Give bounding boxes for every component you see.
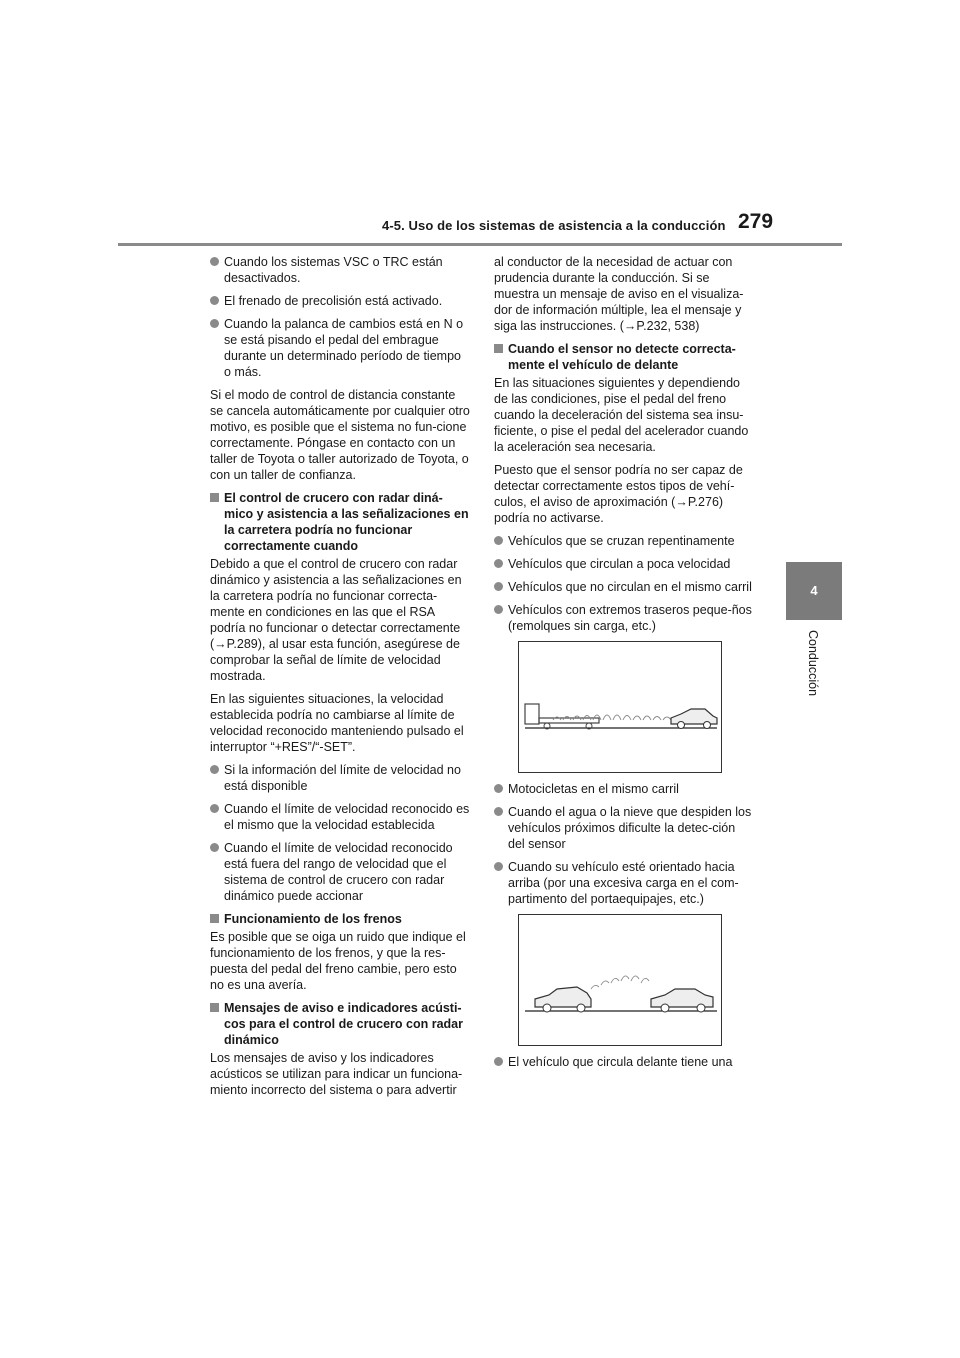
bullet-dot-icon	[494, 559, 503, 568]
bullet-item: Cuando el límite de velocidad reconocido es el mismo que la velocidad establecida	[210, 801, 470, 833]
bullet-item: El frenado de precolisión está activado.	[210, 293, 470, 309]
tilted-car-illustration	[519, 915, 721, 1045]
bullet-dot-icon	[494, 605, 503, 614]
paragraph: al conductor de la necesidad de actuar con prudencia durante la conducción. Si se muestra un mensaje de aviso en el visualiza-dor de información múltiple, lea el mensaje y siga las instrucciones. (→P.232, 538)	[494, 255, 744, 333]
page-number: 279	[738, 210, 774, 233]
bullet-item: Vehículos que circulan a poca velocidad	[494, 556, 752, 572]
paragraph: En las situaciones siguientes y dependiendo de las condiciones, pise el pedal del freno cuando la deceleración del sistema sea insu-ficiente, o pise el pedal del acelerador cuando la aceleración sea necesaria.	[494, 376, 749, 454]
bullet-item: Cuando los sistemas VSC o TRC están desactivados.	[210, 254, 470, 286]
illustration-trailer	[518, 641, 722, 773]
heading-square-icon	[210, 914, 219, 923]
bullet-dot-icon	[210, 843, 219, 852]
bullet-item: Vehículos que se cruzan repentinamente	[494, 533, 752, 549]
section-heading: Funcionamiento de los frenos	[210, 911, 470, 927]
bullet-item: Motocicletas en el mismo carril	[494, 781, 752, 797]
paragraph: Los mensajes de aviso y los indicadores acústicos se utilizan para indicar un funciona-miento incorrecto del sistema o para advertir	[210, 1051, 463, 1097]
chapter-tab: 4	[786, 562, 842, 620]
paragraph: Es posible que se oiga un ruido que indique el funcionamiento de los frenos, y que la res-puesta del pedal del freno cambie, pero esto no es una avería.	[210, 930, 466, 992]
header-rule	[118, 243, 842, 246]
bullet-dot-icon	[210, 319, 219, 328]
bullet-item: Cuando la palanca de cambios está en N o se está pisando el pedal del embrague durante un determinado período de tiempo o más.	[210, 316, 470, 380]
paragraph: Debido a que el control de crucero con radar dinámico y asistencia a las señalizaciones en la carretera podría no funcionar correcta-mente en condiciones en las que el RSA podría no funcionar o detectar correctamente (→P.289), al usar esta función, asegúrese de comprobar la señal de límite de velocidad mostrada.	[210, 557, 462, 683]
bullet-dot-icon	[210, 296, 219, 305]
trailer-car-illustration	[519, 642, 721, 772]
paragraph: Si el modo de control de distancia constante se cancela automáticamente por cualquier otro motivo, es posible que el sistema no fun-cione correctamente. Póngase en contacto con un taller de Toyota o taller autorizado de Toyota, o con un taller de confianza.	[210, 388, 470, 482]
paragraph: En las siguientes situaciones, la velocidad establecida podría no cambiarse al límite de velocidad reconocido manteniendo pulsado el interruptor “+RES”/“-SET”.	[210, 692, 464, 754]
bullet-dot-icon	[494, 862, 503, 871]
section-heading: Mensajes de aviso e indicadores acústi-cos para el control de crucero con radar dinámico	[210, 1000, 470, 1048]
bullet-item: Vehículos con extremos traseros peque-ños (remolques sin carga, etc.)	[494, 602, 752, 634]
bullet-dot-icon	[210, 804, 219, 813]
bullet-item: Vehículos que no circulan en el mismo carril	[494, 579, 752, 595]
right-column	[494, 254, 752, 1077]
bullet-dot-icon	[494, 582, 503, 591]
bullet-dot-icon	[210, 257, 219, 266]
bullet-dot-icon	[494, 784, 503, 793]
illustration-tilted-car	[518, 914, 722, 1046]
bullet-dot-icon	[494, 536, 503, 545]
section-heading: El control de crucero con radar diná-mico y asistencia a las señalizaciones en la carretera podría no funcionar correctamente cuando	[210, 490, 470, 554]
bullet-item: Cuando el agua o la nieve que despiden los vehículos próximos dificulte la detec-ción del sensor	[494, 804, 752, 852]
heading-square-icon	[210, 493, 219, 502]
chapter-label: Conducción	[806, 630, 820, 697]
bullet-dot-icon	[494, 1057, 503, 1066]
section-header: 4-5. Uso de los sistemas de asistencia a la conducción	[382, 218, 726, 233]
heading-square-icon	[210, 1003, 219, 1012]
left-column	[210, 254, 470, 1105]
bullet-item: Si la información del límite de velocidad no está disponible	[210, 762, 470, 794]
section-heading: Cuando el sensor no detecte correcta-mente el vehículo de delante	[494, 341, 752, 373]
bullet-item: Cuando su vehículo esté orientado hacia arriba (por una excesiva carga en el com-partimento del portaequipajes, etc.)	[494, 859, 752, 907]
bullet-dot-icon	[210, 765, 219, 774]
bullet-dot-icon	[494, 807, 503, 816]
heading-square-icon	[494, 344, 503, 353]
paragraph: Puesto que el sensor podría no ser capaz de detectar correctamente estos tipos de vehí-culos, el aviso de aproximación (→P.276) podría no activarse.	[494, 463, 743, 525]
bullet-item: El vehículo que circula delante tiene una	[494, 1054, 752, 1070]
bullet-item: Cuando el límite de velocidad reconocido está fuera del rango de velocidad que el sistema de control de crucero con radar dinámico puede accionar	[210, 840, 470, 904]
